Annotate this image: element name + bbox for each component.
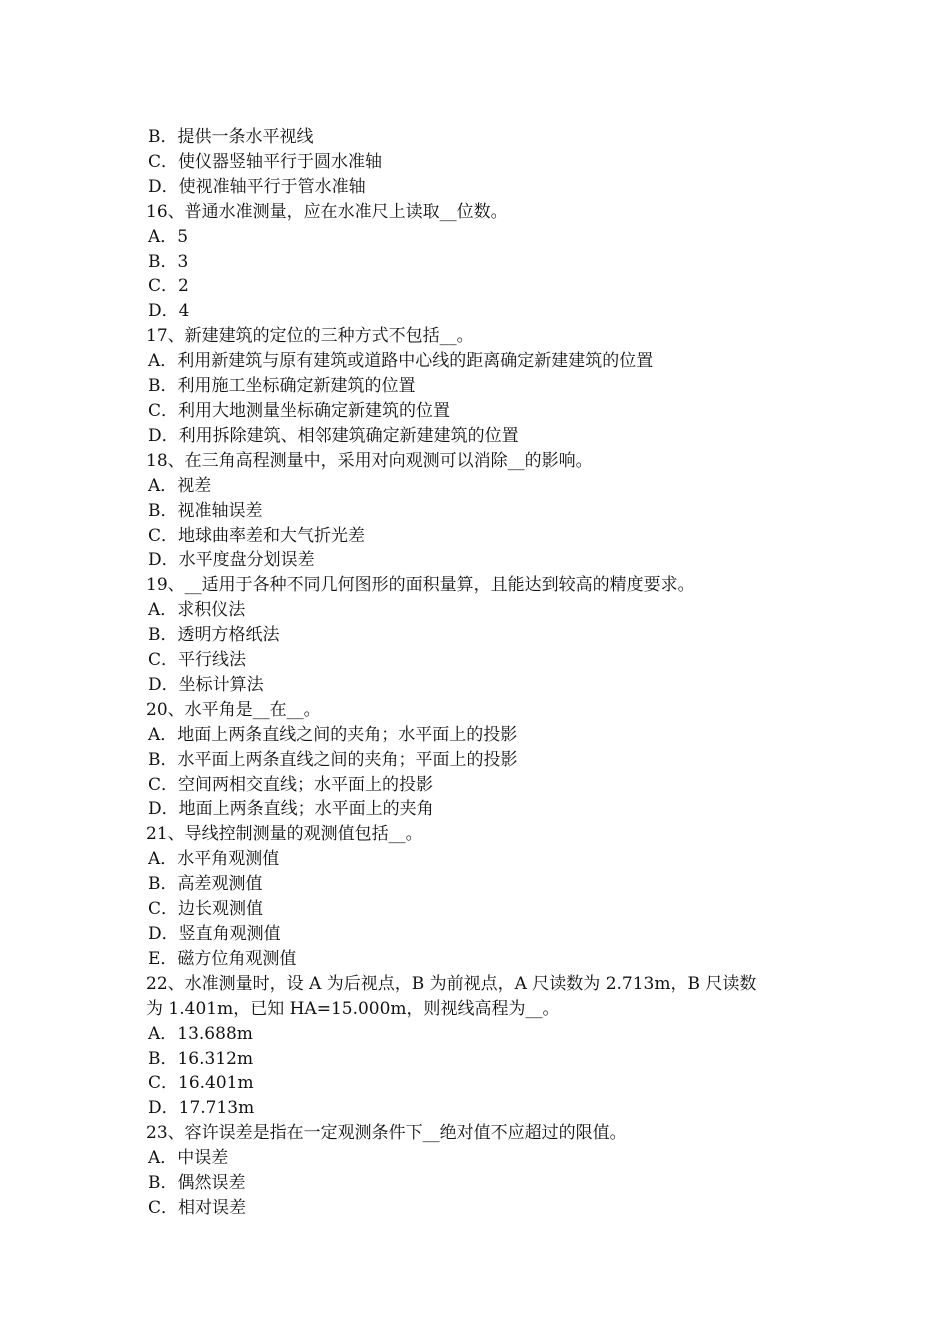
question-text: 18、在三角高程测量中，采用对向观测可以消除__的影响。 <box>146 450 593 471</box>
question-text: 17、新建建筑的定位的三种方式不包括__。 <box>146 326 474 347</box>
question-text: 21、导线控制测量的观测值包括__。 <box>146 824 423 845</box>
answer-option: C．边长观测值 <box>148 899 264 920</box>
answer-option: C．空间两相交直线；水平面上的投影 <box>148 774 434 795</box>
answer-option: A．中误差 <box>148 1148 229 1169</box>
answer-option: C．相对误差 <box>148 1197 247 1218</box>
answer-option: D．水平度盘分划误差 <box>148 550 315 571</box>
answer-option: D．利用拆除建筑、相邻建筑确定新建建筑的位置 <box>148 425 519 446</box>
question-text: 19、__适用于各种不同几何图形的面积量算，且能达到较高的精度要求。 <box>146 575 695 596</box>
question-text: 22、水准测量时，设 A 为后视点，B 为前视点，A 尺读数为 2.713m，B 尺读数 <box>146 973 757 994</box>
answer-option: D．使视准轴平行于管水准轴 <box>148 176 366 197</box>
answer-option: B．3 <box>148 251 189 272</box>
answer-option: A．求积仪法 <box>148 600 246 621</box>
answer-option: B．偶然误差 <box>148 1173 246 1194</box>
answer-option: D．17.713m <box>148 1098 255 1119</box>
answer-option: D．竖直角观测值 <box>148 924 281 944</box>
answer-option: A．5 <box>148 226 189 247</box>
answer-option: B．水平面上两条直线之间的夹角；平面上的投影 <box>148 749 518 770</box>
answer-option: A．13.688m <box>148 1023 253 1044</box>
question-text: 23、容许误差是指在一定观测条件下__绝对值不应超过的限值。 <box>146 1123 627 1144</box>
answer-option: C．利用大地测量坐标确定新建筑的位置 <box>148 400 451 421</box>
answer-option: C．16.401m <box>148 1073 254 1094</box>
answer-option: B．视准轴误差 <box>148 500 263 521</box>
answer-option: C．地球曲率差和大气折光差 <box>148 525 366 546</box>
answer-option: A．利用新建筑与原有建筑或道路中心线的距离确定新建建筑的位置 <box>148 351 654 372</box>
answer-option: B．提供一条水平视线 <box>148 127 314 147</box>
answer-option: D．坐标计算法 <box>148 674 264 695</box>
answer-option: B．高差观测值 <box>148 874 263 895</box>
question-text: 为 1.401m，已知 HA=15.000m，则视线高程为__。 <box>146 998 560 1019</box>
question-list <box>146 125 811 1221</box>
answer-option: D．地面上两条直线；水平面上的夹角 <box>148 799 434 820</box>
question-text: 16、普通水准测量，应在水准尺上读取__位数。 <box>146 201 508 222</box>
answer-option: C．平行线法 <box>148 650 247 671</box>
question-text: 20、水平角是__在__。 <box>146 699 321 720</box>
answer-option: A．水平角观测值 <box>148 849 280 870</box>
answer-option: A．地面上两条直线之间的夹角；水平面上的投影 <box>148 724 518 745</box>
answer-option: B．透明方格纸法 <box>148 625 280 646</box>
answer-option: A．视差 <box>148 475 212 496</box>
answer-option: D．4 <box>148 301 190 322</box>
answer-option: E．磁方位角观测值 <box>148 948 297 969</box>
answer-option: B．16.312m <box>148 1048 254 1069</box>
answer-option: C．2 <box>148 276 189 297</box>
answer-option: B．利用施工坐标确定新建筑的位置 <box>148 376 416 397</box>
answer-option: C．使仪器竖轴平行于圆水准轴 <box>148 151 383 172</box>
